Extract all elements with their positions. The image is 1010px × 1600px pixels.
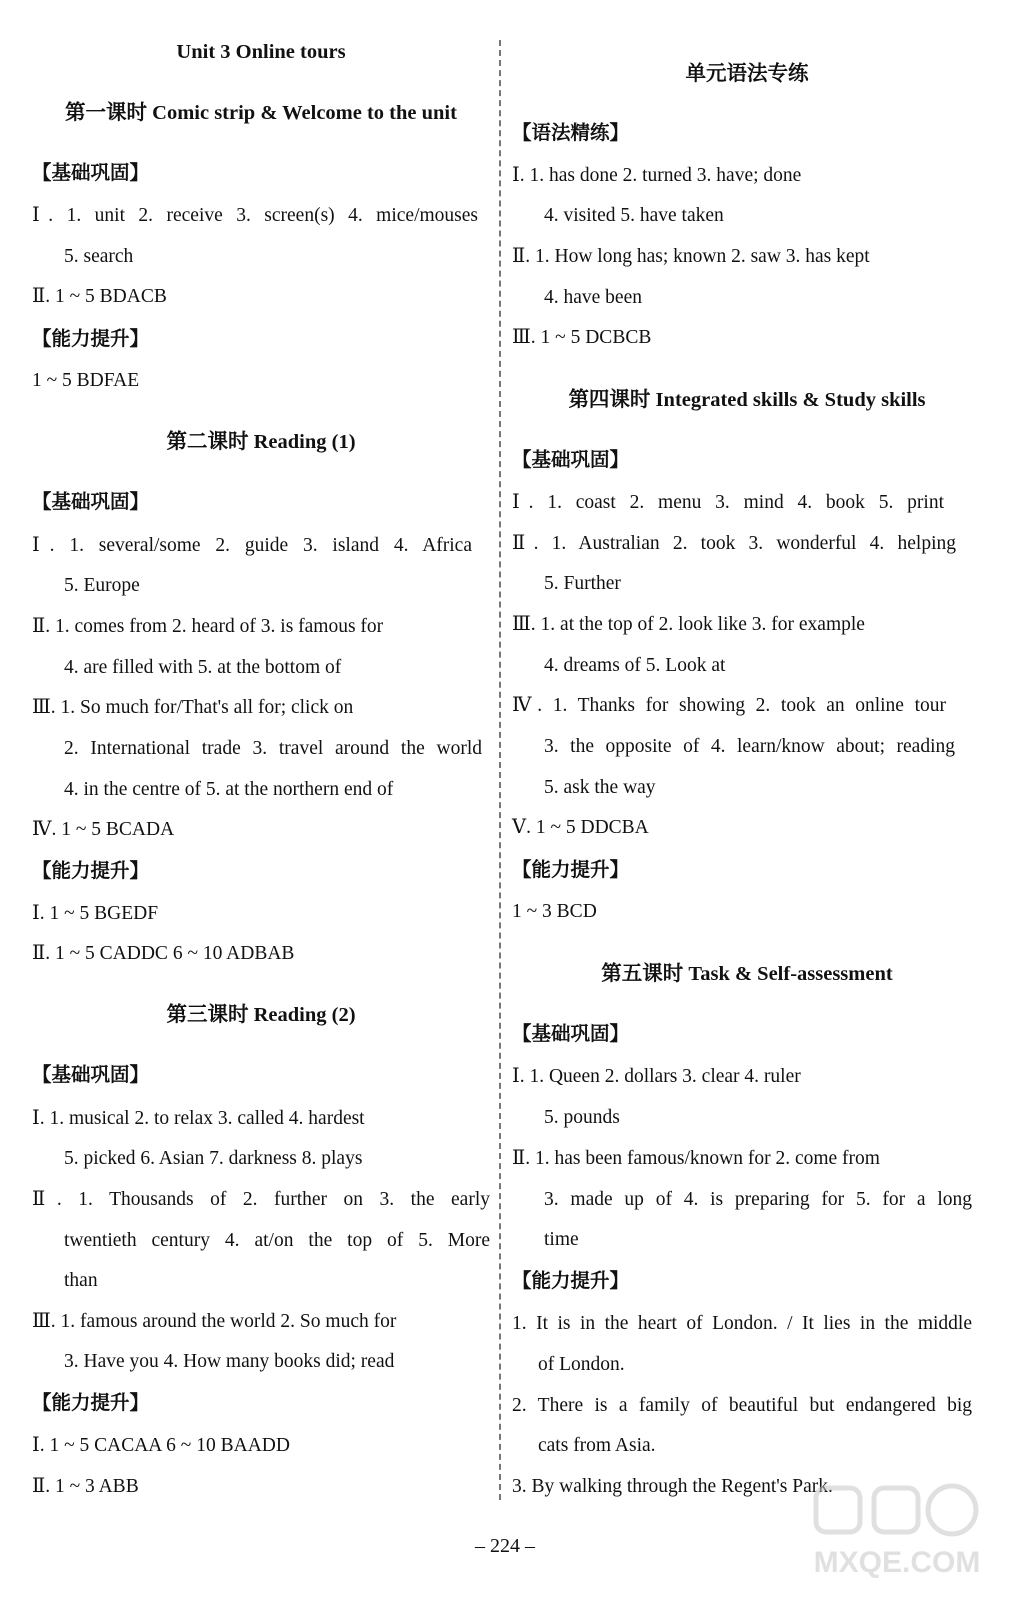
answer-line: Ⅰ. 1. has done 2. turned 3. have; done: [512, 165, 802, 186]
answer-line: Ⅱ. 1 ~ 5 CADDC 6 ~ 10 ADBAB: [32, 943, 295, 964]
lesson-4-heading: 第四课时 Integrated skills & Study skills: [568, 389, 926, 411]
answer-line: Ⅱ. 1. has been famous/known for 2. come from: [512, 1148, 880, 1169]
answer-line: Ⅰ. 1. several/some 2. guide 3. island 4. Africa: [32, 535, 472, 556]
answer-line: 4. are filled with 5. at the bottom of: [64, 657, 342, 678]
answer-line: 3. Have you 4. How many books did; read: [64, 1351, 395, 1372]
section-label: 【基础巩固】: [512, 1024, 630, 1045]
lesson-1-heading: 第一课时 Comic strip & Welcome to the unit: [65, 102, 457, 124]
answer-line: time: [544, 1229, 579, 1250]
section-label: 【能力提升】: [32, 861, 150, 882]
answer-line: Ⅰ. 1. musical 2. to relax 3. called 4. hardest: [32, 1108, 365, 1129]
answer-line: 3. made up of 4. is preparing for 5. for a long: [544, 1189, 972, 1210]
section-label: 【语法精练】: [512, 123, 630, 144]
answer-line: 5. search: [64, 246, 134, 267]
answer-line: 1. It is in the heart of London. / It lies in the middle: [512, 1313, 972, 1334]
answer-line: Ⅰ. 1. Queen 2. dollars 3. clear 4. ruler: [512, 1066, 801, 1087]
answer-line: Ⅲ. 1. at the top of 2. look like 3. for example: [512, 614, 865, 635]
answer-line: Ⅳ. 1 ~ 5 BCADA: [32, 819, 175, 840]
grammar-practice-heading: 单元语法专练: [685, 63, 809, 85]
answer-line: Ⅰ. 1 ~ 5 CACAA 6 ~ 10 BAADD: [32, 1435, 290, 1456]
answer-line: twentieth century 4. at/on the top of 5. More: [64, 1230, 490, 1251]
answer-line: 4. visited 5. have taken: [544, 205, 724, 226]
section-label: 【能力提升】: [32, 1393, 150, 1414]
answer-line: Ⅱ. 1 ~ 3 ABB: [32, 1476, 139, 1497]
lesson-5-heading: 第五课时 Task & Self-assessment: [601, 963, 893, 985]
answer-line: cats from Asia.: [538, 1435, 656, 1456]
answer-line: 1 ~ 5 BDFAE: [32, 370, 140, 391]
section-label: 【能力提升】: [512, 860, 630, 881]
section-label: 【基础巩固】: [32, 163, 150, 184]
watermark-text: MXQE.COM: [813, 1546, 981, 1579]
answer-line: Ⅴ. 1 ~ 5 DDCBA: [512, 817, 649, 838]
answer-line: Ⅰ. 1. unit 2. receive 3. screen(s) 4. mice/mouses: [32, 205, 478, 226]
unit-title: Unit 3 Online tours: [176, 41, 346, 63]
answer-line: 5. pounds: [544, 1107, 620, 1128]
answer-line: 2. International trade 3. travel around the world: [64, 738, 482, 759]
answer-line: Ⅱ. 1. Australian 2. took 3. wonderful 4. helping: [512, 533, 956, 554]
answer-line: 3. the opposite of 4. learn/know about; reading: [544, 736, 955, 757]
watermark-logo: [812, 1482, 982, 1582]
answer-line: than: [64, 1270, 98, 1291]
answer-line: 2. There is a family of beautiful but endangered big: [512, 1395, 972, 1416]
answer-line: Ⅲ. 1 ~ 5 DCBCB: [512, 327, 652, 348]
column-divider: [499, 40, 501, 1500]
answer-line: 5. picked 6. Asian 7. darkness 8. plays: [64, 1148, 363, 1169]
answer-line: 5. Further: [544, 573, 621, 594]
answer-line: Ⅱ. 1. Thousands of 2. further on 3. the early: [32, 1189, 490, 1210]
answer-line: 5. Europe: [64, 575, 140, 596]
answer-line: 4. dreams of 5. Look at: [544, 655, 726, 676]
answer-line: Ⅳ. 1. Thanks for showing 2. took an online tour: [512, 695, 946, 716]
section-label: 【基础巩固】: [32, 492, 150, 513]
lesson-2-heading: 第二课时 Reading (1): [166, 431, 356, 453]
answer-line: 4. have been: [544, 287, 642, 308]
section-label: 【基础巩固】: [512, 450, 630, 471]
answer-line: Ⅲ. 1. So much for/That's all for; click on: [32, 697, 354, 718]
answer-line: 1 ~ 3 BCD: [512, 901, 597, 922]
answer-line: of London.: [538, 1354, 625, 1375]
answer-line: Ⅰ. 1. coast 2. menu 3. mind 4. book 5. print: [512, 492, 944, 513]
answer-line: Ⅱ. 1. comes from 2. heard of 3. is famous for: [32, 616, 384, 637]
page-number: – 224 –: [475, 1535, 535, 1557]
answer-line: Ⅱ. 1 ~ 5 BDACB: [32, 286, 167, 307]
answer-line: Ⅱ. 1. How long has; known 2. saw 3. has kept: [512, 246, 870, 267]
answer-line: 5. ask the way: [544, 777, 656, 798]
lesson-3-heading: 第三课时 Reading (2): [166, 1004, 356, 1026]
section-label: 【能力提升】: [32, 329, 150, 350]
answer-line: Ⅲ. 1. famous around the world 2. So much for: [32, 1311, 397, 1332]
section-label: 【能力提升】: [512, 1271, 630, 1292]
answer-line: Ⅰ. 1 ~ 5 BGEDF: [32, 903, 159, 924]
section-label: 【基础巩固】: [32, 1065, 150, 1086]
answer-line: 4. in the centre of 5. at the northern end of: [64, 779, 394, 800]
answer-line: 3. By walking through the Regent's Park.: [512, 1476, 833, 1497]
